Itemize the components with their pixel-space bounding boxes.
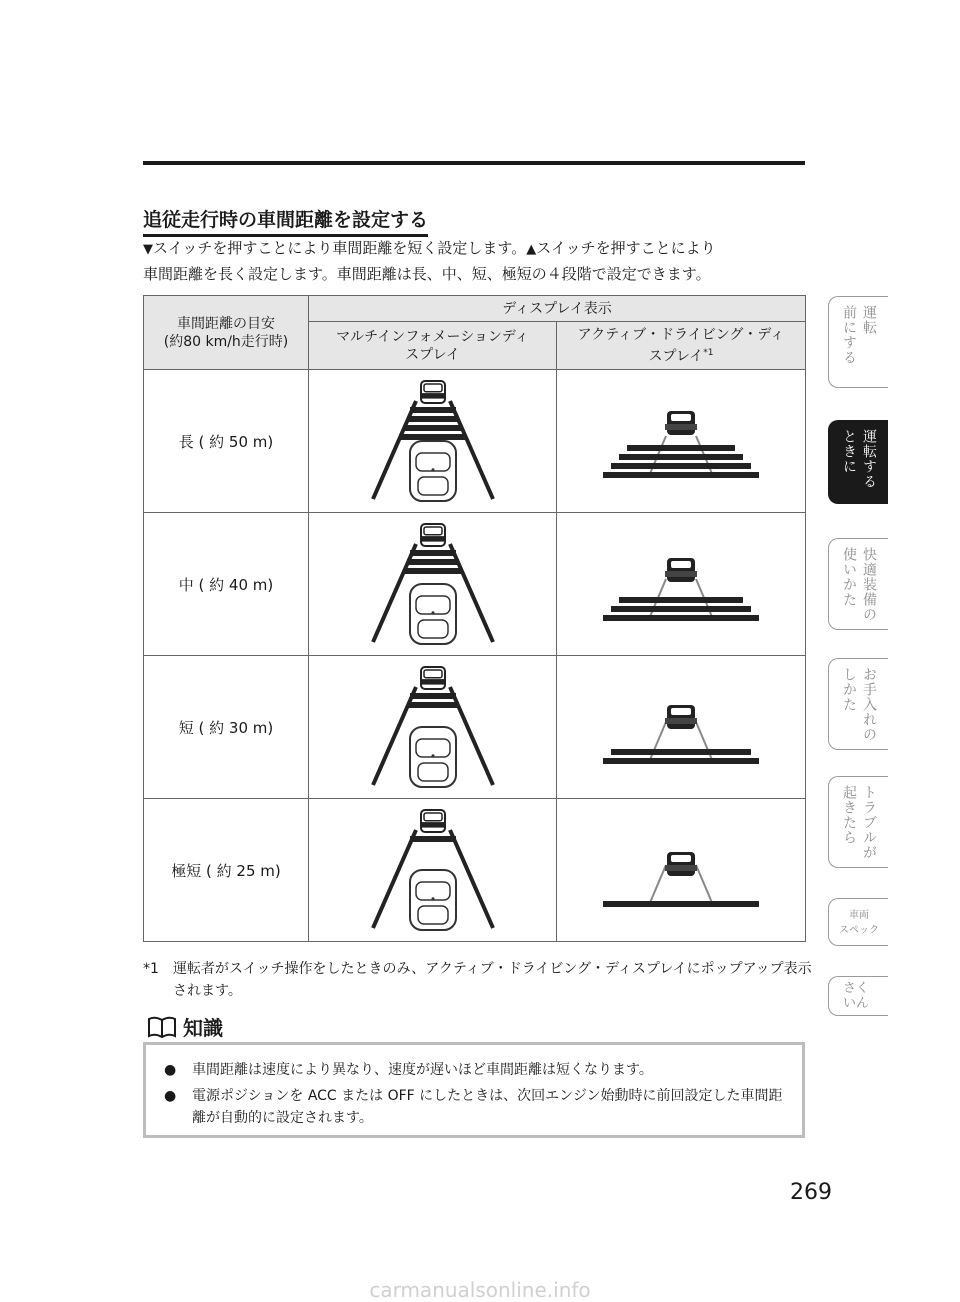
footnote: *1 運転者がスイッチ操作をしたときのみ、アクティブ・ドライビング・ディスプレイにポップアップ表示されます。 [143, 961, 812, 999]
distance-label: 中 ( 約 40 m) [144, 513, 309, 656]
multi-info-display-icon [358, 665, 508, 790]
distance-label: 長 ( 約 50 m) [144, 370, 309, 513]
col-header-active-driving: アクティブ・ドライビング・ディ スプレイ$^{*1}$ [557, 322, 806, 370]
page-number: 269 [790, 1180, 832, 1205]
active-display-cell [557, 799, 806, 942]
active-driving-display-icon [601, 687, 761, 767]
multi-info-cell [309, 656, 557, 799]
active-display-cell [557, 513, 806, 656]
tab-index[interactable]: さく いん [828, 976, 888, 1016]
list-item: ● 電源ポジションを ACC または OFF にしたときは、次回エンジン始動時に前回設定した車間距離が自動的に設定されます。 [164, 1088, 783, 1126]
multi-info-display-icon [358, 522, 508, 647]
distance-label: 極短 ( 約 25 m) [144, 799, 309, 942]
multi-info-cell [309, 799, 557, 942]
active-driving-display-icon [601, 544, 761, 624]
distance-label: 短 ( 約 30 m) [144, 656, 309, 799]
knowledge-box [143, 1042, 805, 1138]
active-display-cell [557, 656, 806, 799]
book-icon [147, 1015, 177, 1039]
active-driving-display-icon [601, 401, 761, 481]
col-header-distance: 車間距離の目安 (約80 km/h走行時) [144, 296, 309, 370]
multi-info-display-icon [358, 379, 508, 504]
tab-specifications[interactable]: 車両 スペック [828, 898, 888, 946]
multi-info-display-icon [358, 808, 508, 933]
tab-comfort-equipment[interactable]: 快適装備の 使いかた [828, 538, 888, 630]
tab-trouble[interactable]: トラブルが 起きたら [828, 776, 888, 868]
col-header-multi-info: マルチインフォメーションディ スプレイ [309, 322, 557, 370]
active-display-cell [557, 370, 806, 513]
down-triangle-icon: ▼ [143, 242, 153, 257]
up-triangle-icon: ▲ [526, 242, 537, 257]
col-header-display: ディスプレイ表示 [309, 296, 806, 322]
multi-info-cell [309, 370, 557, 513]
watermark: carmanualsonline.info [369, 1278, 591, 1302]
distance-table [143, 295, 806, 942]
intro-text: ▼スイッチを押すことにより車間距離を短く設定します。▲スイッチを押すことにより 車間距離を長く設定します。車間距離は長、中、短、極短の４段階で設定できます。 [143, 239, 716, 283]
tab-before-driving[interactable]: 運転 前にする [828, 296, 888, 388]
section-title: 追従走行時の車間距離を設定する [143, 205, 428, 237]
knowledge-heading: 知識 [147, 1012, 223, 1041]
tab-maintenance[interactable]: お手入れの しかた [828, 658, 888, 750]
tab-while-driving[interactable]: 運転する ときに [828, 420, 888, 504]
multi-info-cell [309, 513, 557, 656]
top-rule [143, 161, 805, 165]
list-item: ● 車間距離は速度により異なり、速度が遅いほど車間距離は短くなります。 [164, 1062, 653, 1078]
active-driving-display-icon [601, 830, 761, 910]
